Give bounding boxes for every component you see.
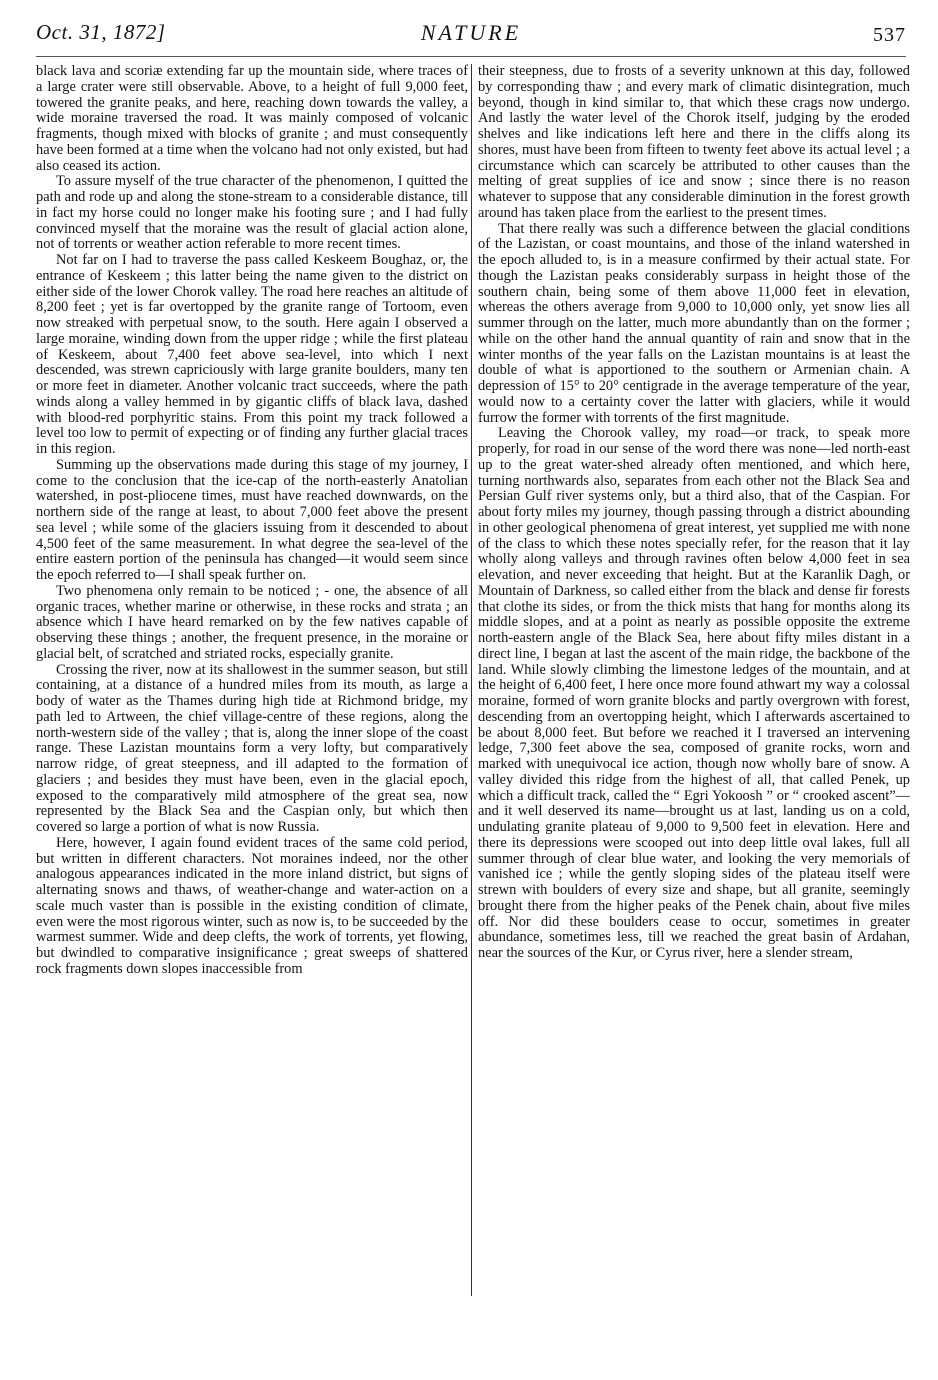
- right-column: [478, 64, 910, 1304]
- header-rule: [36, 56, 906, 57]
- paragraph: Here, however, I again found evident traces of the same cold period, but written in different characters. Not moraines indeed, nor the other analogous appearances indicated in the more inland district, but signs of alternating snows and thaws, of weather-change and water-action on a scale much vaster than is possible in the existing condition of climate, even were the most rigorous winter, such as now is, to be succeeded by the warmest summer. Wide and deep clefts, the work of torrents, yet flowing, but dwindled to comparative insignificance ; great sweeps of shattered rock fragments down slopes inaccessible from: [36, 834, 468, 977]
- paragraph: Two phenomena only remain to be noticed ; - one, the absence of all organic traces, whether marine or otherwise, in these rocks and strata ; an absence which I have heard remarked on by the few natives capable of observing these things ; another, the frequent presence, in the moraine or glacial belt, of scratched and striated rocks, especially granite.: [36, 582, 468, 662]
- issue-date: Oct. 31, 1872]: [36, 20, 166, 44]
- paragraph: Not far on I had to traverse the pass called Keskeem Boughaz, or, the entrance of Keskeem ; this latter being the name given to the district on either side of the lower Chorok valley. The road here reaches an altitude of 8,200 feet ; yet is far overtopped by the granite range of Tortoom, even now streaked with perpetual snow, to the south. Here again I observed a large moraine, winding down from the upper ridge ; while the first plateau of Keskeem, about 7,400 feet above sea-level, into which I next descended, was strewn capriciously with large granite boulders, many ten or more feet in diameter. Another volcanic tract succeeds, where the path winds along a valley hemmed in by gigantic cliffs of black lava, dashed with blood-red porphyritic stains. From this point my track followed a level too low to permit of expecting or of finding any further glacial traces in this region.: [36, 252, 468, 457]
- paragraph: To assure myself of the true character of the phenomenon, I quitted the path and rode up and along the stone-stream to a considerable distance, till in fact my horse could no longer make his footing sure ; and I had fully convinced myself that the moraine was the result of glacial action alone, not of torrents or weather action referable to more recent times.: [36, 173, 468, 253]
- journal-title: NATURE: [420, 20, 522, 45]
- column-divider: [471, 64, 472, 1296]
- paragraph: That there really was such a difference between the glacial conditions of the Lazistan, or coast mountains, and those of the inland watershed in the epoch alluded to, is in a measure confirmed by their actual state. For though the Lazistan peaks considerably surpass in height those of the southern chain, being some of them above 11,000 feet in elevation, whereas the others average from 9,000 to 10,000 only, yet snow lies all summer through on the latter, much more abundantly than on the former ; while on the other hand the annual quantity of rain and snow that in the winter months of the year falls on the Lazistan mountains is at least the double of what is apportioned to the southern or Armenian chain. A depression of 15° to 20° centigrade in the average temperature of the year, would now to a certainty cover the latter with glaciers, while it would furrow the former with torrents of the first magnitude.: [478, 220, 910, 426]
- paragraph: Summing up the observations made during this stage of my journey, I come to the conclusion that the ice-cap of the north-easterly Anatolian watershed, in post-pliocene times, must have reached downwards, on the northern side of the range at least, to about 7,000 feet above the present sea level ; while some of the glaciers issuing from it descended to about 4,500 feet of the same measurement. In what degree the sea-level of the entire eastern portion of the peninsula has changed—it would seem since the epoch referred to—I shall speak further on.: [36, 456, 468, 583]
- left-column: [36, 64, 468, 1304]
- paragraph: Leaving the Chorook valley, my road—or track, to speak more properly, for road in our sense of the word there was none—led north-east up to the great water-shed already often mentioned, and which here, turning northwards also, separates from each other not the Black Sea and Persian Gulf river systems only, but a third also, that of the Caspian. For about forty miles my journey, though passing through a district abounding in other geological phenomena of great interest, yet supplied me with none of the class to which these notes specially refer, for the reason that it lay wholly along valleys and through ravines often below 4,000 feet in sea elevation, and never exceeding that height. But at the Karanlik Dagh, or Mountain of Darkness, so called either from the black and dense fir forests that clothe its sides, or from the thick mists that hang for months along its middle slopes, and at a point as nearly as possible opposite the extreme north-eastern angle of the Black Sea, here about fifty miles distant in a direct line, I began at last the ascent of the main ridge, the backbone of the land. While slowly climbing the limestone ledges of the mountain, and at the height of 6,400 feet, I here once more found athwart my way a colossal moraine, formed of worn granite blocks and partly overgrown with forest, descending from an overtopping height, which I afterwards ascertained to be about 8,000 feet. But before we reached it I traversed an intervening ledge, 7,300 feet above the sea, composed of granite rocks, worn and marked with unequivocal ice action, though now wholly bare of snow. A valley divided this ridge from the highest of all, that called Penek, up which a difficult track, called the “ Egri Yokoosh ” or “ crooked ascent”—and it well deserved its name—brought us at last, landing us on a cold, undulating granite plateau of 9,000 to 9,500 feet in elevation. Here and there its depressions were scooped out into deep little oval lakes, full all summer through of clear blue water, and looking the very memorials of vanished ice ; while the gently sloping sides of the plateau itself were strewn with boulders of every size and shape, but all granite, seemingly brought there from the higher peaks of the Penek chain, about five miles off. Nor did these boulders cease to occur, sometimes in greater abundance, sometimes less, till we reached the great basin of Ardahan, near the sources of the Kur, or Cyrus river, here a slender stream,: [478, 425, 910, 961]
- page-number: 537: [873, 24, 906, 46]
- paragraph: their steepness, due to frosts of a severity unknown at this day, followed by corresponding thaw ; and every mark of climatic disintegration, much beyond, though in kind similar to, that which these crags now undergo. And lastly the water level of the Chorok itself, judging by the eroded shelves and like indications left here and there in the cliffs along its shores, must have been from fifteen to twenty feet above its actual level ; a circumstance which can scarcely be attributed to other causes than the melting of great supplies of ice and snow ; since there is no reason whatever to suppose that any considerable diminution in the forest growth around has taken place from the earliest to the present times.: [478, 64, 910, 221]
- page-header: [36, 18, 906, 50]
- paragraph: Crossing the river, now at its shallowest in the summer season, but still containing, at a distance of a hundred miles from its mouth, as large a body of water as the Thames during high tide at Richmond bridge, my path led to Artween, the chief village-centre of these regions, along the north-western side of the valley ; that is, along the inner slope of the coast range. These Lazistan mountains form a very lofty, but comparatively narrow ridge, of great steepness, and ill adapted to the formation of glaciers ; and besides they must have been, even in the glacial epoch, exposed to the comparatively mild atmosphere of the great sea, now represented by the Black Sea and the Caspian only, but which then covered so large a portion of what is now Russia.: [36, 661, 468, 835]
- paragraph: black lava and scoriæ extending far up the mountain side, where traces of a large crater were still observable. Above, to a height of full 9,000 feet, towered the granite peaks, and here, reaching down towards the valley, a wide moraine traversed the road. It was mainly composed of volcanic fragments, though mixed with blocks of granite ; and must consequently have been formed at a time when the volcano had not only existed, but had also ceased its action.: [36, 64, 468, 174]
